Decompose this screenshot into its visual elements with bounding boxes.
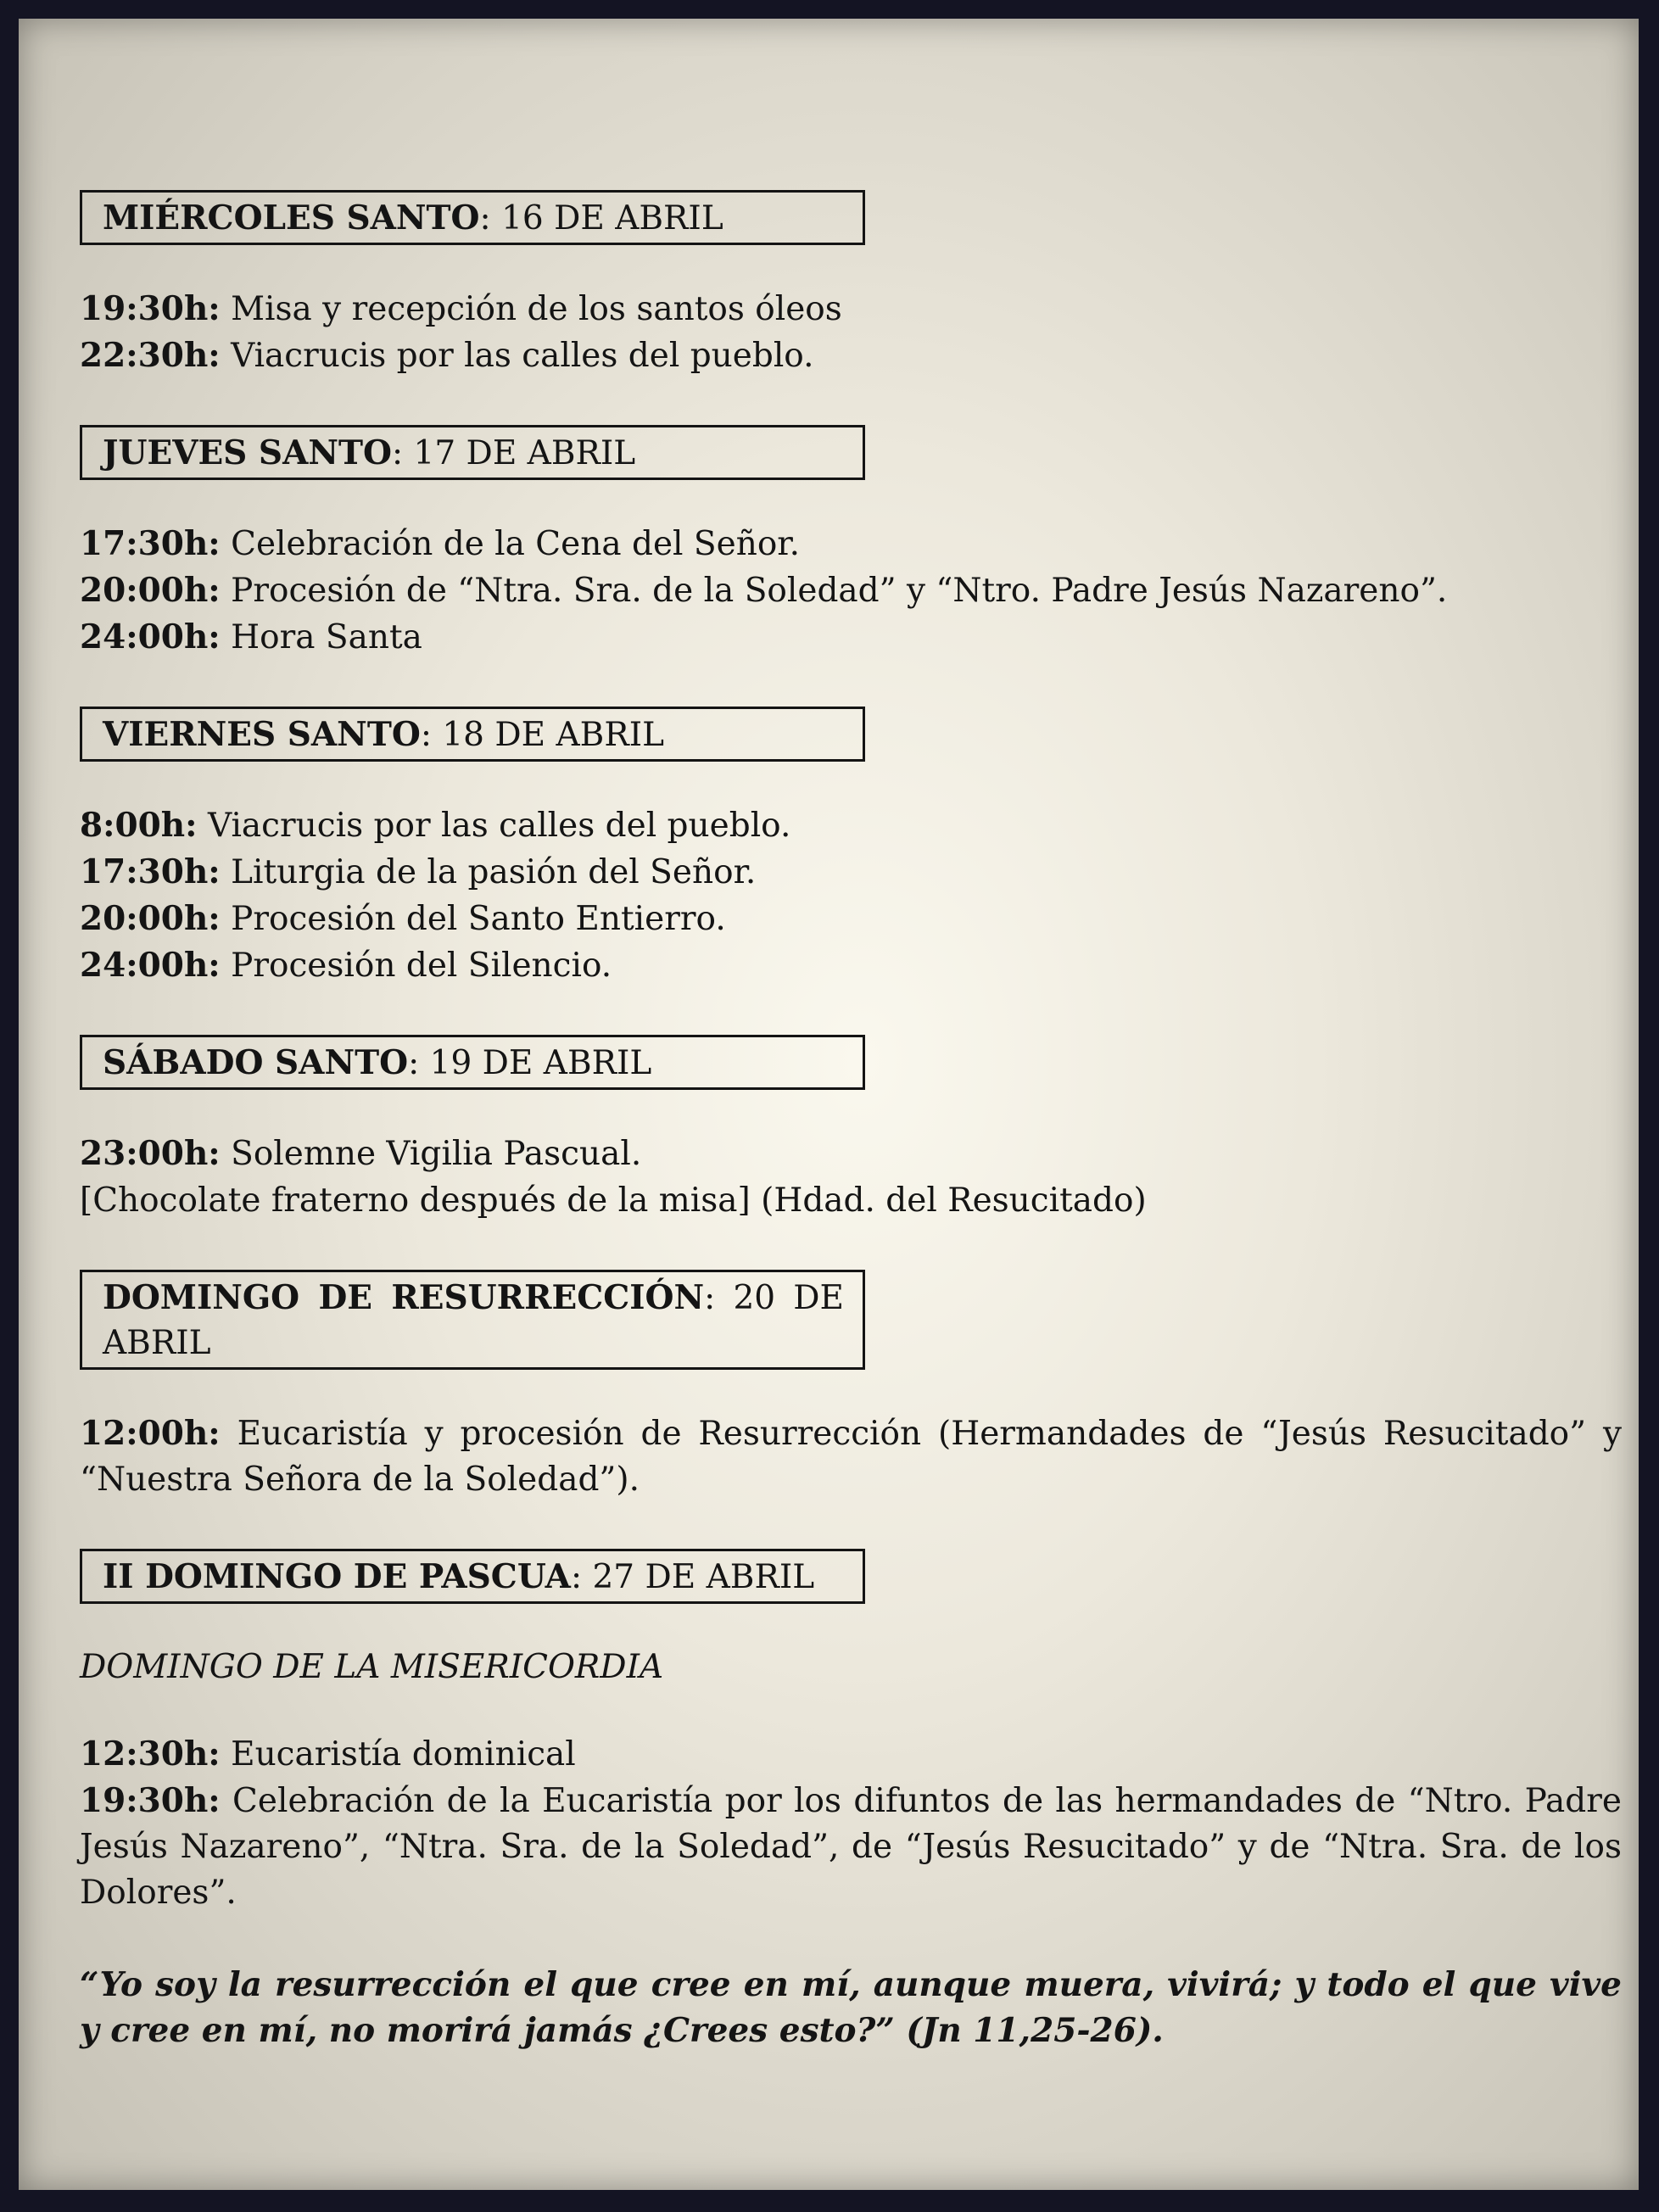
header-date: : 19 DE ABRIL <box>408 1044 652 1082</box>
section-subtitle: DOMINGO DE LA MISERICORDIA <box>80 1648 664 1686</box>
header-day: JUEVES SANTO <box>103 433 392 472</box>
event-time: 17:30h: <box>80 524 221 563</box>
section-sabado-santo <box>80 1035 1622 1224</box>
schedule-content <box>80 190 1622 2053</box>
event-text: Solemne Vigilia Pascual. <box>220 1135 642 1173</box>
event-item <box>80 942 1622 989</box>
event-list <box>80 286 1622 379</box>
event-time: 8:00h: <box>80 806 198 845</box>
event-list <box>80 1131 1622 1224</box>
section-viernes-santo <box>80 707 1622 989</box>
event-item <box>80 286 1622 332</box>
event-item <box>80 802 1622 849</box>
event-item <box>80 614 1622 661</box>
event-text: Hora Santa <box>220 618 422 656</box>
event-item <box>80 567 1622 614</box>
section-miercoles-santo <box>80 190 1622 379</box>
event-item <box>80 1131 1622 1177</box>
event-text: [Chocolate fraterno después de la misa] (Hdad. del Resucitado) <box>80 1181 1147 1220</box>
event-time: 24:00h: <box>80 617 221 656</box>
event-time: 20:00h: <box>80 899 221 938</box>
event-text: Procesión de “Ntra. Sra. de la Soledad” y “Ntro. Padre Jesús Nazareno”. <box>220 572 1448 610</box>
header-day: MIÉRCOLES SANTO <box>103 198 480 237</box>
event-item <box>80 849 1622 896</box>
header-day: II DOMINGO DE PASCUA <box>103 1557 571 1596</box>
header-day: DOMINGO DE RESURRECCIÓN <box>103 1278 705 1317</box>
event-text: Liturgia de la pasión del Señor. <box>220 853 757 891</box>
event-text: Eucaristía dominical <box>220 1735 576 1774</box>
bible-quote: “Yo soy la resurrección el que cree en mí, aunque muera, vivirá; y todo el que vive y cree en mí, no morirá jamás ¿Crees esto?” (Jn 11,25-26). <box>80 1965 1622 2050</box>
event-list <box>80 521 1622 661</box>
header-day: SÁBADO SANTO <box>103 1043 409 1082</box>
section-ii-domingo-pascua <box>80 1549 1622 1916</box>
event-time: 19:30h: <box>80 289 221 328</box>
event-item <box>80 1410 1622 1503</box>
section-header <box>80 425 865 480</box>
event-list <box>80 1731 1622 1916</box>
event-text: Procesión del Santo Entierro. <box>220 900 726 938</box>
event-time: 17:30h: <box>80 852 221 891</box>
event-item <box>80 1778 1622 1916</box>
header-date: : 16 DE ABRIL <box>479 199 723 237</box>
section-domingo-resurreccion <box>80 1270 1622 1503</box>
header-date: : 18 DE ABRIL <box>420 716 665 754</box>
event-time: 23:00h: <box>80 1134 221 1173</box>
event-list <box>80 1410 1622 1503</box>
event-time: 24:00h: <box>80 946 221 985</box>
header-date: : 27 DE ABRIL <box>570 1558 815 1596</box>
event-text: Eucaristía y procesión de Resurrección (Hermandades de “Jesús Resucitado” y “Nuestra Señora de la Soledad”). <box>80 1415 1622 1499</box>
header-date: : 20 DE ABRIL <box>103 1279 844 1362</box>
event-time: 20:00h: <box>80 571 221 610</box>
event-note <box>80 1177 1622 1224</box>
document-page <box>19 19 1639 2190</box>
section-header <box>80 190 865 245</box>
event-text: Misa y recepción de los santos óleos <box>220 290 842 328</box>
event-text: Viacrucis por las calles del pueblo. <box>220 337 814 375</box>
event-time: 22:30h: <box>80 336 221 375</box>
event-item <box>80 332 1622 379</box>
event-text: Celebración de la Eucaristía por los difuntos de las hermandades de “Ntro. Padre Jesús Nazareno”, “Ntra. Sra. de la Soledad”, de “Jesús Resucitado” y de “Ntra. Sra. de los Dolores”. <box>80 1782 1622 1912</box>
event-time: 19:30h: <box>80 1781 221 1820</box>
section-header <box>80 1035 865 1090</box>
section-header <box>80 1549 865 1604</box>
event-item <box>80 1731 1622 1778</box>
event-item <box>80 896 1622 942</box>
section-jueves-santo <box>80 425 1622 661</box>
event-text: Celebración de la Cena del Señor. <box>220 525 801 563</box>
event-text: Procesión del Silencio. <box>220 947 612 985</box>
event-time: 12:30h: <box>80 1734 221 1774</box>
header-date: : 17 DE ABRIL <box>391 434 636 472</box>
section-header <box>80 707 865 762</box>
event-list <box>80 802 1622 989</box>
event-time: 12:00h: <box>80 1414 221 1453</box>
event-text: Viacrucis por las calles del pueblo. <box>197 807 791 845</box>
section-header <box>80 1270 865 1370</box>
header-day: VIERNES SANTO <box>103 715 421 754</box>
event-item <box>80 521 1622 567</box>
